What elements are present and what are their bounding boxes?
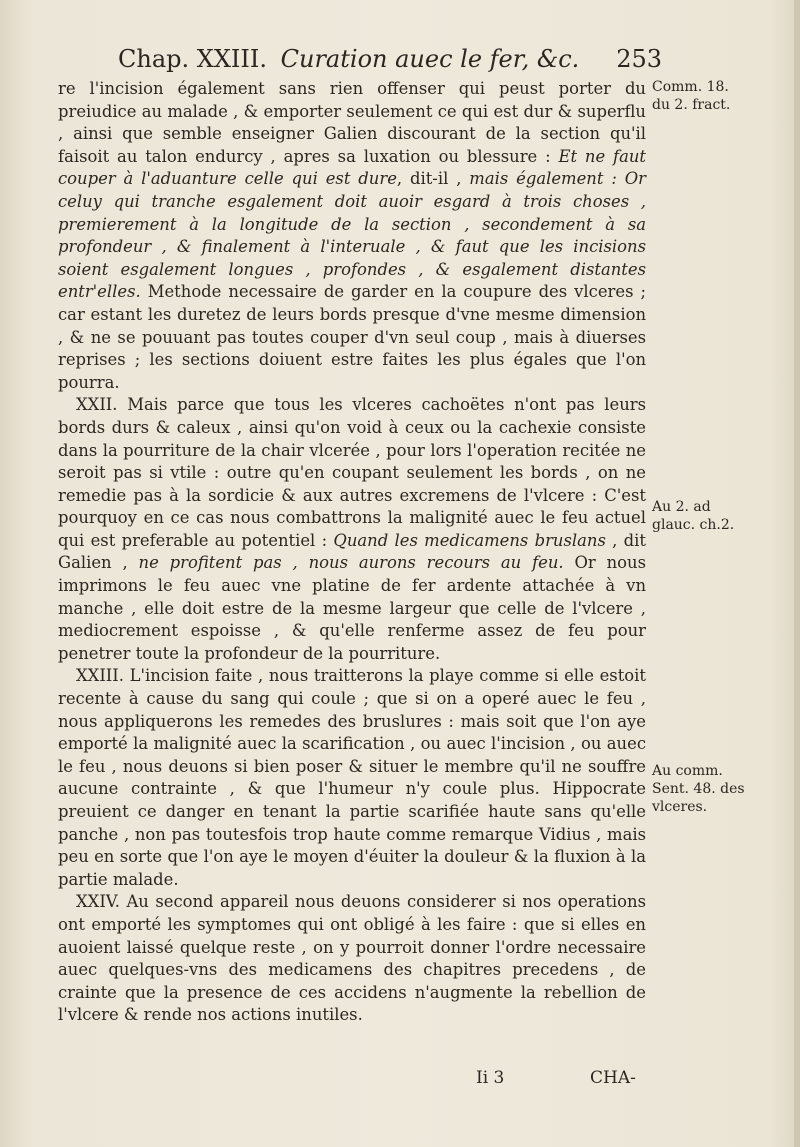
margin-note-comm: [652, 78, 792, 114]
margin-note-line: Sent. 48. des: [652, 781, 745, 797]
text-run: Or nous imprimons le feu auec vne platine de fer ardente attachée à vn manche , elle doit estre de la mesme largeur que celle de l'vlcere , mediocrement espoisse , & qu'elle renferme assez de feu pour penetrer toute la profondeur de la pourriture.: [58, 553, 646, 663]
catchword: CHA-: [590, 1068, 636, 1088]
text-run: XXII. Mais parce que tous les vlceres cachoëtes n'ont pas leurs bords durs & caleux , ainsi qu'on void à ceux ou la cachexie consiste dans la pourriture de la chair vlcerée , pour lors l'operation recitée ne seroit pas si vtile : outre qu'en coupant seulement les bords , on ne remedie pas à la sordicie & aux autres excremens de l'vlcere : C'est pourquoy en ce cas nous combattrons la malignité auec le feu actuel qui est preferable au potentiel :: [58, 395, 646, 550]
text-run: XXIII. L'incision faite , nous traitterons la playe comme si elle estoit recente à cause du sang qui coule ; que si on a operé auec le feu , nous appliquerons les remedes des bruslures : mais soit que l'on aye emporté la malignité auec la scarification , ou auec l'incision , ou auec le feu , nous deuons si bien poser & situer le membre qu'il ne souffre aucune contrainte , & que l'humeur n'y coule plus. Hippocrate preuient ce danger en tenant la partie scarifiée haute sans qu'elle panche , non pas toutesfois trop haute comme remarque Vidius , mais peu en sorte que l'on aye le moyen d'éuiter la douleur & la fluxion à la partie malade.: [58, 666, 646, 889]
text-run: Methode necessaire de garder en la coupure des vlceres ; car estant les duretez de leurs bords presque d'vne mesme dimension , & ne se pouuant pas toutes couper d'vn seul coup , mais à diuerses reprises ; les sections doiuent estre faites les plus égales que l'on pourra.: [58, 282, 646, 392]
italic-quotation: Et ne faut couper à l'aduanture celle qui est dure: [58, 146, 646, 189]
margin-note-line: Au 2. ad: [652, 499, 711, 515]
text-run: , dit-il ,: [396, 169, 470, 189]
page-footer: [0, 1068, 800, 1092]
chapter-number: Chap. XXIII.: [118, 45, 267, 73]
margin-note-line: Au comm.: [652, 763, 723, 779]
italic-quotation: mais également : Or celuy qui tranche esgalement doit auoir esgard à trois choses , premierement à la longitude de la section , secondement à sa profondeur , & finalement à l'interuale , & faut que les incisions soient esgalement longues , profondes , & esgalement distantes entr'elles.: [58, 169, 646, 302]
chapter-title: Curation auec le fer, &c.: [280, 45, 580, 73]
margin-note-line: glauc. ch.2.: [652, 517, 735, 533]
signature-mark: Ii 3: [476, 1068, 505, 1088]
text-run: XXIV. Au second appareil nous deuons considerer si nos operations ont emporté les symptomes qui ont obligé à les faire : que si elles en auoient laissé quelque reste , on y pourroit donner l'ordre necessaire auec quelques-vns des medicamens des chapitres precedens , de crainte que la presence de ces accidens n'augmente la rebellion de l'vlcere & rende nos actions inutiles.: [58, 892, 646, 1025]
page-number: 253: [616, 45, 662, 73]
paragraph-intro: [58, 78, 646, 394]
text-run: , dit Galien ,: [58, 530, 646, 573]
margin-note-glauc: [652, 498, 792, 534]
page-edge-shadow: [794, 0, 800, 1147]
margin-note-line: Comm. 18.: [652, 79, 729, 95]
text-run: re l'incision également sans rien offenser qui peust porter du preiudice au malade , & emporter seulement ce qui est dur & superflu , ainsi que semble enseigner Galien discourant de la section qu'il faisoit au talon endurcy , apres sa luxation ou blessure :: [58, 79, 646, 166]
body-text: [58, 78, 646, 1027]
margin-note-sent: [652, 762, 792, 816]
italic-quotation: Quand les medicamens bruslans: [333, 530, 606, 550]
paragraph-xxii: [58, 394, 646, 665]
margin-note-line: vlceres.: [652, 799, 708, 815]
paragraph-xxiv: [58, 891, 646, 1027]
paragraph-xxiii: [58, 665, 646, 891]
italic-quotation: ne profitent pas , nous aurons recours au feu.: [138, 553, 564, 573]
margin-note-line: du 2. fract.: [652, 97, 731, 113]
